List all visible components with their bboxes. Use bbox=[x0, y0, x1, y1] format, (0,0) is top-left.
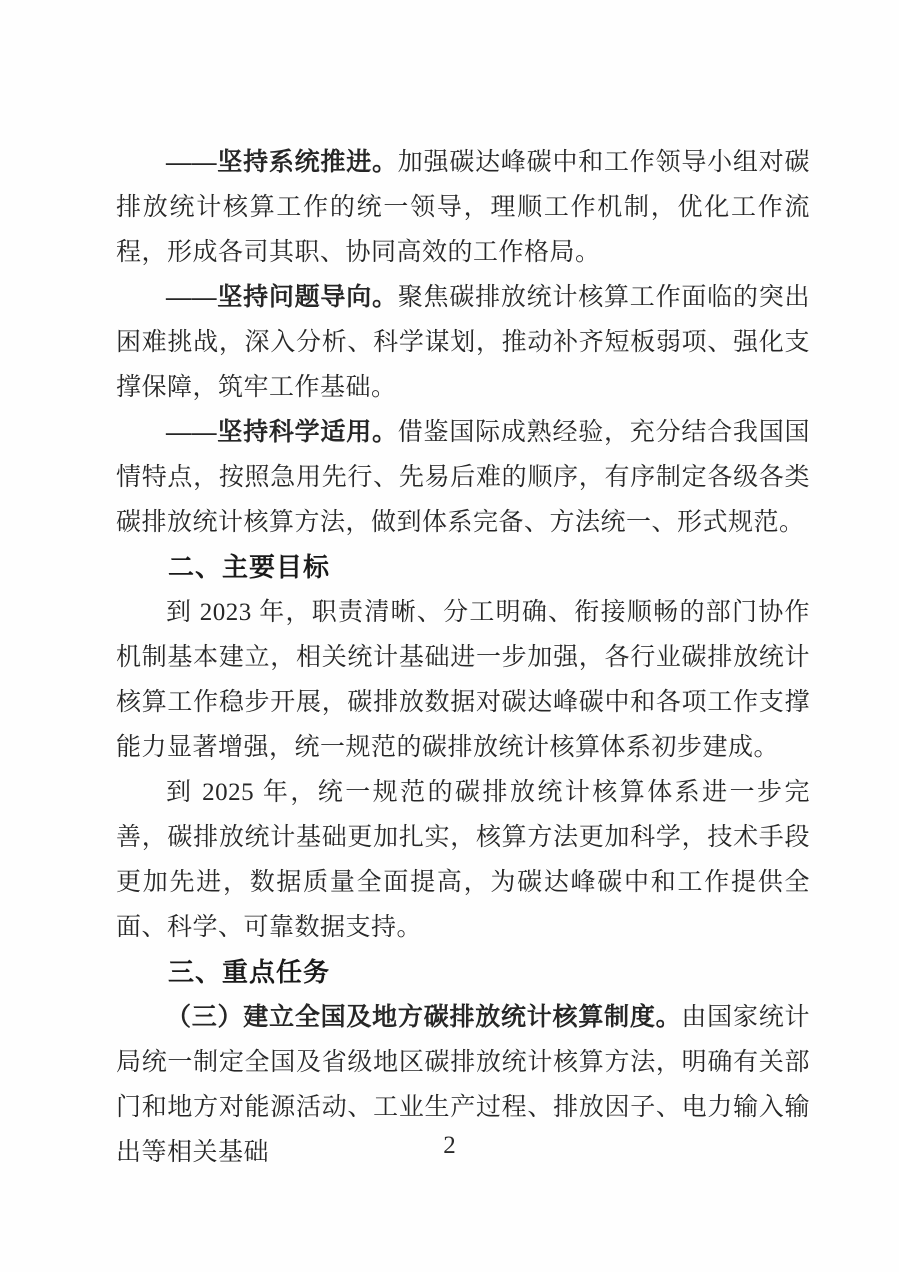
section-heading-key-tasks: 三、重点任务 bbox=[168, 957, 331, 987]
paragraph-lead: ——坚持科学适用。 bbox=[166, 419, 398, 446]
paragraph-lead: ——坚持系统推进。 bbox=[166, 149, 398, 176]
document-body bbox=[116, 140, 810, 1175]
paragraph-goal-2025 bbox=[116, 770, 810, 950]
paragraph-goal-2023 bbox=[116, 590, 810, 770]
paragraph-text: 聚焦碳排放统计核算工作面临的突出困难挑战，深入分析、科学谋划，推动补齐短板弱项、强化支撑保障，筑牢工作基础。 bbox=[116, 284, 810, 401]
paragraph-principle-science bbox=[116, 410, 810, 545]
paragraph-lead: ——坚持问题导向。 bbox=[166, 284, 398, 311]
page-number: 2 bbox=[443, 1132, 456, 1159]
section-heading-main-goals: 二、主要目标 bbox=[168, 552, 331, 582]
paragraph-principle-problem bbox=[116, 275, 810, 410]
paragraph-lead: （三）建立全国及地方碳排放统计核算制度。 bbox=[166, 1004, 682, 1031]
paragraph-text: 到 2025 年，统一规范的碳排放统计核算体系进一步完善，碳排放统计基础更加扎实，核算方法更加科学，技术手段更加先进，数据质量全面提高，为碳达峰碳中和工作提供全面、科学、可靠数据支持。 bbox=[116, 779, 810, 941]
paragraph-text: 借鉴国际成熟经验，充分结合我国国情特点，按照急用先行、先易后难的顺序，有序制定各级各类碳排放统计核算方法，做到体系完备、方法统一、形式规范。 bbox=[116, 419, 810, 536]
paragraph-text: 加强碳达峰碳中和工作领导小组对碳排放统计核算工作的统一领导，理顺工作机制，优化工作流程，形成各司其职、协同高效的工作格局。 bbox=[116, 149, 810, 266]
paragraph-principle-system bbox=[116, 140, 810, 275]
paragraph-text: 到 2023 年，职责清晰、分工明确、衔接顺畅的部门协作机制基本建立，相关统计基础进一步加强，各行业碳排放统计核算工作稳步开展，碳排放数据对碳达峰碳中和各项工作支撑能力显著增强，统一规范的碳排放统计核算体系初步建成。 bbox=[116, 599, 810, 761]
paragraph-text: 由国家统计局统一制定全国及省级地区碳排放统计核算方法，明确有关部门和地方对能源活动、工业生产过程、排放因子、电力输入输出等相关基础 bbox=[116, 1004, 810, 1166]
